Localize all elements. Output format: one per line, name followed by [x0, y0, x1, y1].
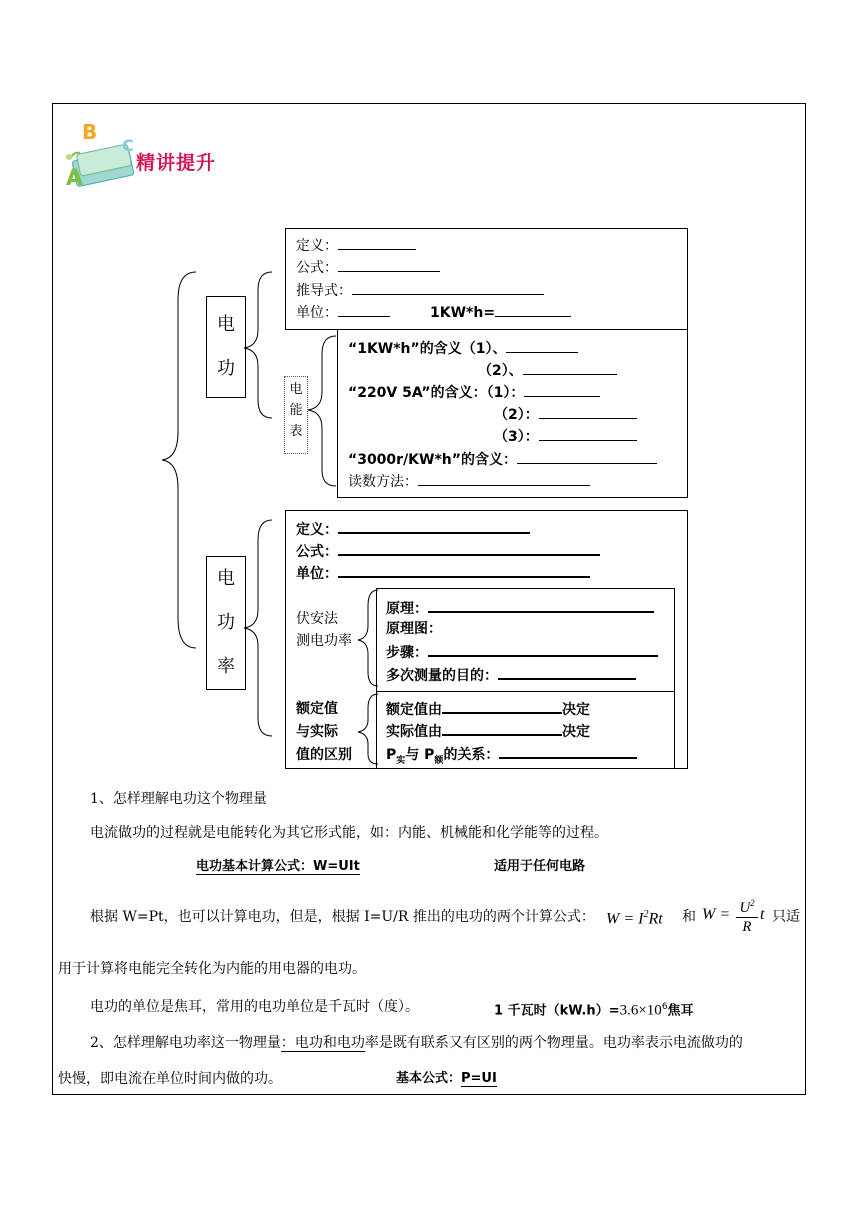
work-definition: 定义： — [296, 235, 416, 256]
power-formula: 公式： — [296, 540, 600, 562]
meter-line-4: （2）： — [494, 404, 637, 425]
electric-work-label: 电 功 — [206, 296, 246, 398]
work-formula: 公式： — [296, 257, 440, 278]
meter-line-3: “220V 5A”的含义：（1）： — [348, 382, 600, 403]
volt-amp-label: 伏安法 测电功率 — [296, 611, 352, 649]
paragraph-3: 电功的单位是焦耳，常用的电功单位是千瓦时（度）。 — [90, 999, 419, 1015]
svg-text:B: B — [82, 120, 98, 144]
svg-text:A: A — [66, 166, 84, 191]
paragraph-2a: 根据 W=Pt，也可以计算电功，但是，根据 I=U/R 推出的电功的两个计算公式： — [90, 909, 595, 925]
work-derived: 推导式： — [296, 280, 544, 301]
meter-line-2: （2）、 — [478, 360, 617, 381]
paragraph-4: 快慢，即电流在单位时间内做的功。 — [58, 1071, 282, 1087]
fraction-u2-over-r: $U^2$ R — [736, 894, 758, 936]
meter-line-7: 读数方法： — [348, 471, 590, 492]
power-unit: 单位： — [296, 562, 590, 584]
svg-text:C: C — [122, 136, 134, 155]
work-unit: 单位： 1KW*h= — [296, 302, 571, 323]
section-title: 精讲提升 — [136, 152, 217, 174]
applies-note: 适用于任何电路 — [494, 859, 586, 874]
rated-label: 额定值 与实际 值的区别 — [296, 701, 352, 763]
formula-t: t — [760, 906, 765, 923]
rated-line-3: $P_实$与 $P_额$的关系： — [386, 743, 637, 771]
basic-formula: 电功基本计算公式：W=UIt — [196, 859, 360, 874]
kwh-conversion: 1 千瓦时$(kW.h)=3.6\times 10^6$焦耳 — [494, 1002, 694, 1019]
power-definition: 定义： — [296, 518, 530, 540]
formula-and: 和 — [682, 909, 696, 925]
va-purpose: 多次测量的目的： — [386, 664, 636, 686]
va-principle: 原理： — [386, 597, 654, 619]
power-basic-formula: 基本公式：P=UI — [396, 1071, 497, 1086]
meter-line-1: “1KW*h”的含义（1）、 — [348, 338, 578, 359]
electric-power-label: 电 功 率 — [206, 556, 246, 690]
rated-line-2: 实际值由 决定 — [386, 720, 590, 742]
formula-w-u2r: W = — [702, 906, 731, 923]
va-diagram: 原理图： — [386, 621, 442, 637]
energy-meter-label: 电 能 表 — [284, 376, 308, 454]
va-steps: 步骤： — [386, 641, 658, 663]
paragraph-1: 电流做功的过程就是电能转化为其它形式能，如：内能、机械能和化学能等的过程。 — [90, 825, 608, 841]
meter-line-6: “3000r/KW*h”的含义： — [348, 449, 657, 470]
paragraph-2b: 用于计算将电能完全转化为内能的用电器的电功。 — [58, 961, 366, 977]
question-2: 2、怎样理解电功率这一物理量：电功和电功率是既有联系又有区别的两个物理量。电功率表示电流做功的 — [90, 1035, 743, 1051]
meter-line-5: （3）： — [494, 426, 637, 447]
formula-w-i2rt: $W = I^2Rt$ — [606, 909, 663, 928]
question-1: 1、怎样理解电功这个物理量 — [90, 791, 267, 807]
rated-line-1: 额定值由 决定 — [386, 698, 590, 720]
paragraph-2-only: 只适 — [772, 909, 800, 925]
